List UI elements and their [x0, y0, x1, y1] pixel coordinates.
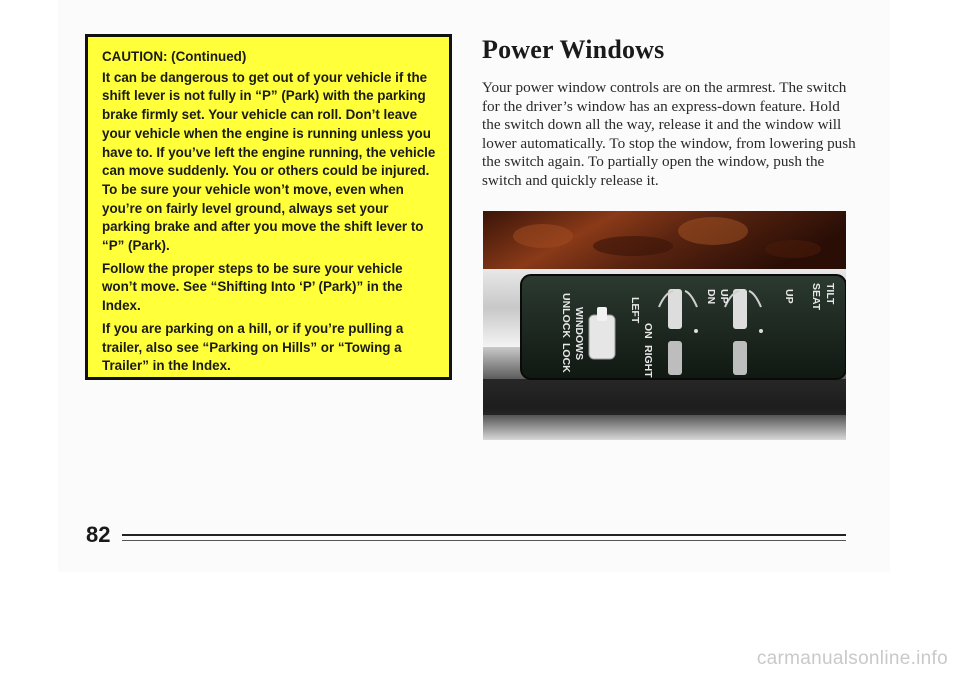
caution-paragraph-1: It can be dangerous to get out of your vehicle if the shift lever is not fully in “P” (Park) with the parking brake firmly set. Your vehicle can roll. Don’t leave your vehicle when the engine is running unless you have to. If you’ve left the engine running, the vehicle can move suddenly. You or others could be injured. To be sure your vehicle won’t move, even when you’re on fairly level ground, always set your parking brake and after you move the shift lever to “P” (Park).	[102, 69, 436, 254]
label-unlock: UNLOCK	[560, 293, 572, 338]
section-body: Your power window controls are on the armrest. The switch for the driver’s window has an express-down feature. Hold the switch down all the way, release it and the window will lower automatically. To stop the window, from lowering push the switch again. To partially open the window, push the switch and quickly release it.	[482, 79, 856, 189]
power-window-switch-photo	[483, 211, 846, 440]
label-seat: SEAT	[810, 283, 822, 311]
label-up-right: UP	[783, 289, 795, 304]
label-left: LEFT	[629, 297, 641, 324]
footer-rule-thin	[122, 540, 846, 541]
page-number: 82	[86, 522, 111, 547]
label-tilt: TILT	[824, 283, 836, 305]
caution-box	[85, 34, 452, 380]
label-on: ON	[642, 323, 654, 339]
lock-switch	[589, 315, 615, 359]
caution-title: CAUTION: (Continued)	[102, 49, 247, 64]
caution-paragraph-3: If you are parking on a hill, or if you’re pulling a trailer, also see “Parking on Hills” or “Towing a Trailer” in the Index.	[102, 320, 404, 374]
label-windows: WINDOWS	[573, 307, 585, 361]
rear-right-window-switch	[733, 341, 747, 375]
label-dn: DN	[705, 289, 717, 305]
left-window-switch	[668, 289, 682, 329]
label-up-left: UP	[718, 289, 730, 304]
caution-paragraph-2: Follow the proper steps to be sure your vehicle won’t move. See “Shifting Into ‘P’ (Park)” in the Index.	[102, 260, 403, 314]
watermark: carmanualsonline.info	[756, 648, 948, 669]
right-window-switch	[668, 341, 682, 375]
rear-left-window-switch	[733, 289, 747, 329]
label-lock: LOCK	[560, 343, 572, 373]
footer-rule	[122, 534, 846, 536]
section-heading: Power Windows	[482, 35, 665, 64]
label-right: RIGHT	[642, 345, 654, 378]
